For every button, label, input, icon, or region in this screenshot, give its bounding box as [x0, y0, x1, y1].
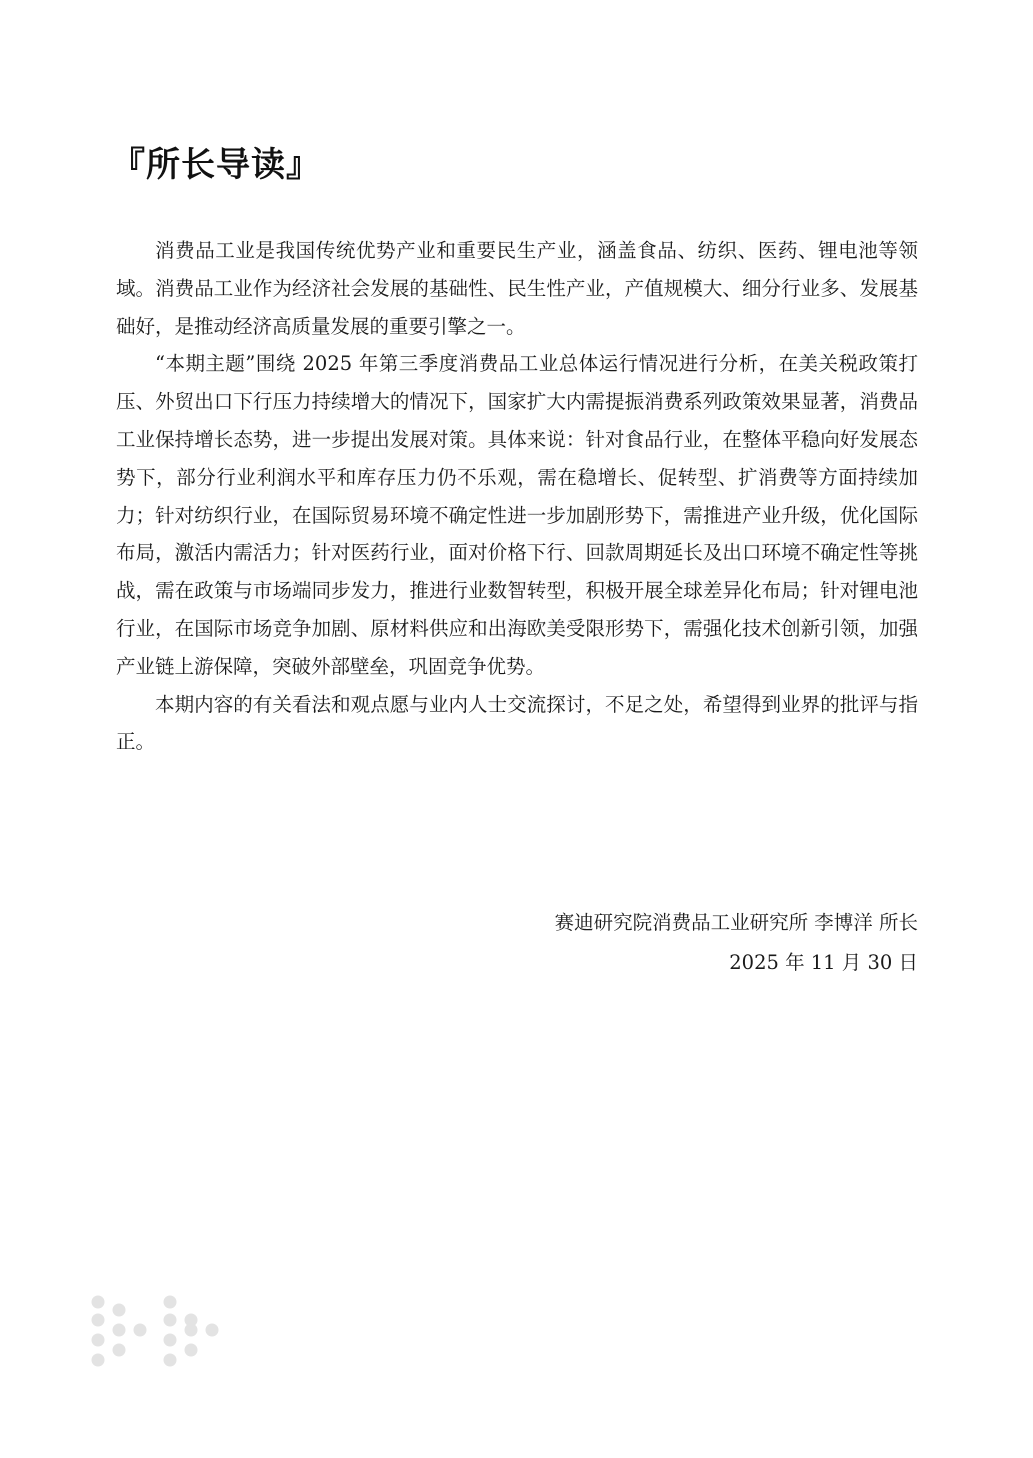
logo-dot	[206, 1324, 219, 1337]
body-text	[116, 232, 918, 761]
dot-pattern-logo-icon	[88, 1292, 228, 1372]
logo-dot	[164, 1354, 177, 1367]
signature-date: 2025 年 11 月 30 日	[729, 951, 918, 974]
signature-block	[555, 903, 918, 983]
logo-dot	[113, 1324, 126, 1337]
paragraph-closing: 本期内容的有关看法和观点愿与业内人士交流探讨，不足之处，希望得到业界的批评与指正。	[116, 692, 918, 754]
logo-dot	[164, 1334, 177, 1347]
paragraph-intro: 消费品工业是我国传统优势产业和重要民生产业，涵盖食品、纺织、医药、锂电池等领域。消费品工业作为经济社会发展的基础性、民生性产业，产值规模大、细分行业多、发展基础好，是推动经济高质量发展的重要引擎之一。	[116, 239, 918, 338]
logo-dot	[134, 1324, 147, 1337]
logo-dot	[92, 1334, 105, 1347]
logo-dot	[185, 1344, 198, 1357]
logo-dot	[113, 1304, 126, 1317]
logo-dot	[164, 1296, 177, 1309]
page-title: 『所长导读』	[111, 145, 321, 185]
paragraph-topic: “本期主题”围绕 2025 年第三季度消费品工业总体运行情况进行分析，在美关税政策打压、外贸出口下行压力持续增大的情况下，国家扩大内需提振消费系列政策效果显著，消费品工业保持增长态势，进一步提出发展对策。具体来说：针对食品行业，在整体平稳向好发展态势下，部分行业利润水平和库存压力仍不乐观，需在稳增长、促转型、扩消费等方面持续加力；针对纺织行业，在国际贸易环境不确定性进一步加剧形势下，需推进产业升级，优化国际布局，激活内需活力；针对医药行业，面对价格下行、回款周期延长及出口环境不确定性等挑战，需在政策与市场端同步发力，推进行业数智转型，积极开展全球差异化布局；针对锂电池行业，在国际市场竞争加剧、原材料供应和出海欧美受限形势下，需强化技术创新引领，加强产业链上游保障，突破外部壁垒，巩固竞争优势。	[116, 352, 918, 678]
logo-dot	[92, 1354, 105, 1367]
logo-dot	[113, 1344, 126, 1357]
logo-dot	[92, 1314, 105, 1327]
logo-dot	[185, 1324, 198, 1337]
logo-dot	[164, 1314, 177, 1327]
logo-dot	[92, 1296, 105, 1309]
signature-author: 赛迪研究院消费品工业研究所 李博洋 所长	[554, 911, 918, 934]
